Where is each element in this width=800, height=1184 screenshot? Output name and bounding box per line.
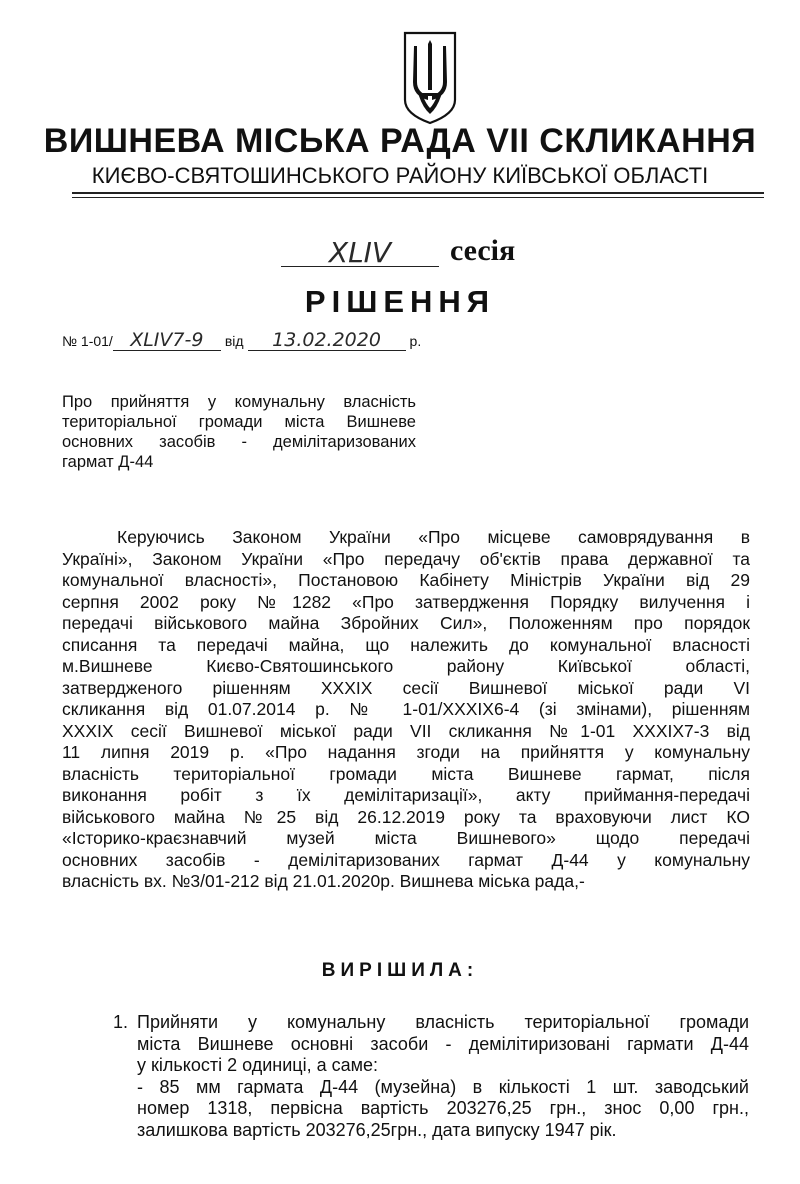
item-line: залишкова вартість 203276,25грн., дата випуску 1947 рік. — [137, 1119, 617, 1140]
header-divider-thin — [72, 197, 764, 198]
subject-line: Про прийняття у комунальну власність — [62, 393, 416, 411]
document-title: РІШЕННЯ — [304, 284, 496, 319]
preamble-line: основних засобів - демілітаризованих гармат Д-44 у комунальну — [62, 849, 750, 870]
item-line: міста Вишневе основні засоби - демілітиризовані гармати Д-44 — [137, 1033, 749, 1054]
preamble-line: затвердженого рішенням XXXIX сесії Вишневої міської ради VI — [62, 677, 750, 698]
preamble-line: м.Вишневе Києво-Святошинського району Київської області, — [62, 656, 750, 676]
decided-heading: ВИРІШИЛА: — [321, 960, 479, 981]
item-number: 1. — [113, 1012, 129, 1032]
preamble-paragraph — [62, 527, 750, 893]
preamble-line: XXXIX сесії Вишневої міської ради VII скликання №1-01 XXXIX7-3 від — [62, 720, 750, 741]
council-title: ВИШНЕВА МІСЬКА РАДА VII СКЛИКАННЯ — [43, 122, 757, 160]
preamble-line: виконання робіт з їх демілітаризації», акту приймання-передачі — [62, 785, 750, 805]
number-prefix: № 1-01/ — [62, 333, 113, 349]
preamble-line: списання та передачі майна, що належить до комунальної власності — [62, 634, 750, 655]
item-line: у кількості 2 одиниці, а саме: — [137, 1055, 378, 1075]
preamble-line: скликання від 01.07.2014 р. № 1-01/XXXIX6-4 (зі змінами), рішенням — [62, 699, 750, 719]
trident-coat-of-arms-icon — [401, 30, 459, 125]
session-number-handwritten: XLIV — [328, 236, 392, 269]
preamble-line: «Історико-краєзнавчий музей міста Вишневого» щодо передачі — [62, 828, 750, 848]
header-divider-thick — [72, 192, 764, 194]
preamble-line: власність територіальної громади міста Вишневе гармат, після — [62, 763, 750, 784]
preamble-line: власність вх. №3/01-212 від 21.01.2020р. Вишнева міська рада,- — [62, 871, 585, 891]
document-number-row — [62, 330, 425, 351]
preamble-line: військового майна №25 від 26.12.2019 року та враховуючи лист КО — [62, 806, 750, 827]
preamble-line: Україні», Законом України «Про передачу об'єктів права державної та — [62, 548, 750, 569]
decision-subject — [62, 392, 416, 472]
subject-line: гармат Д-44 — [62, 453, 154, 471]
item-line: номер 1318, первісна вартість 203276,25 грн., знос 0,00 грн., — [137, 1098, 749, 1118]
date-prefix: від — [224, 333, 244, 349]
preamble-line: серпня 2002 року №1282 «Про затвердження Порядку вилучення і — [62, 591, 750, 612]
preamble-line: 11 липня 2019 р. «Про надання згоди на прийняття у комунальну — [62, 742, 750, 762]
council-district: КИЄВО-СВЯТОШИНСЬКОГО РАЙОНУ КИЇВСЬКОЇ ОБЛАСТІ — [91, 163, 709, 188]
preamble-line: Керуючись Законом України «Про місцеве самоврядування в — [117, 527, 750, 547]
document-number-handwritten: XLIV7-9 — [113, 330, 221, 351]
preamble-line: комунальної власності», Постановою Кабінету Міністрів України від 29 — [62, 570, 750, 590]
item-line: - 85 мм гармата Д-44 (музейна) в кількості 1 шт. заводський — [137, 1076, 749, 1097]
date-suffix: р. — [409, 333, 422, 349]
subject-line: основних засобів - демілітаризованих — [62, 433, 416, 451]
subject-line: територіальної громади міста Вишневе — [62, 413, 416, 431]
preamble-line: передачі військового майна Збройних Сил», Положенням про порядок — [62, 613, 750, 633]
decision-item — [137, 1012, 749, 1141]
item-line: Прийняти у комунальну власність територіальної громади — [137, 1012, 749, 1032]
session-number-underline — [281, 266, 439, 267]
session-label: сесія — [450, 234, 516, 267]
document-date-handwritten: 13.02.2020 — [248, 330, 406, 351]
